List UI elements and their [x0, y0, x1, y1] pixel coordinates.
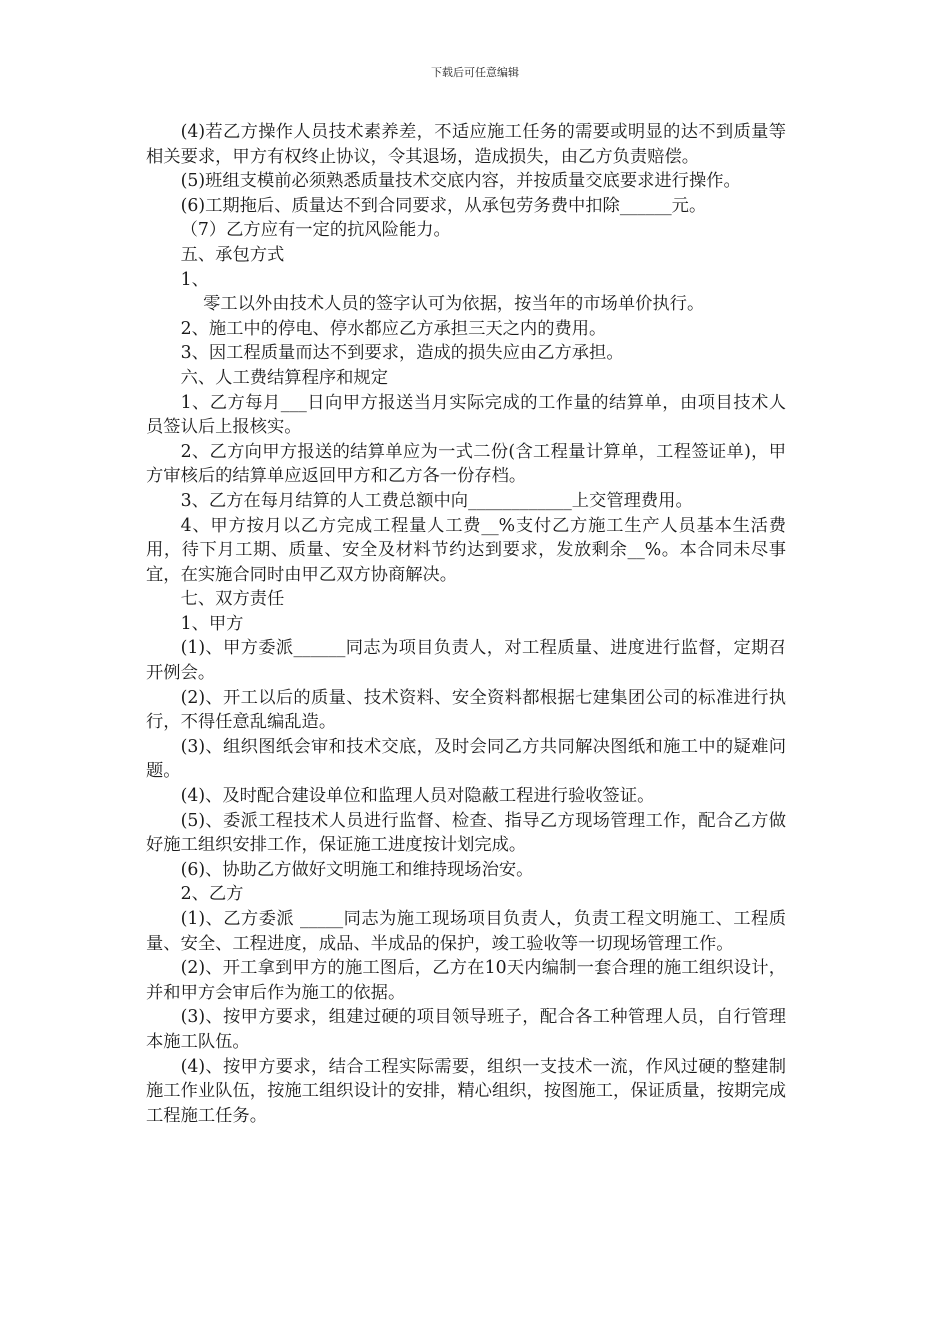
subsection-heading: 1、甲方 — [180, 613, 244, 634]
paragraph: (3)、按甲方要求，组建过硬的项目领导班子，配合各工种管理人员，自行管理本施工队伍。 — [146, 1007, 786, 1052]
paragraph: 3、乙方在每月结算的人工费总额中向____________上交管理费用。 — [180, 490, 693, 511]
paragraph: (5)、委派工程技术人员进行监督、检查、指导乙方现场管理工作，配合乙方做好施工组织安排工作，保证施工进度按计划完成。 — [146, 810, 786, 856]
section-heading: 六、人工费结算程序和规定 — [180, 367, 388, 388]
paragraph: (1)、甲方委派______同志为项目负责人，对工程质量、进度进行监督，定期召开例会。 — [146, 638, 786, 684]
paragraph: 1、乙方每月___日向甲方报送当月实际完成的工作量的结算单，由项目技术人员签认后上报核实。 — [146, 392, 786, 438]
paragraph: (2)、开工以后的质量、技术资料、安全资料都根据七建集团公司的标准进行执行，不得任意乱编乱造。 — [146, 687, 786, 733]
paragraph: 3、因工程质量而达不到要求，造成的损失应由乙方承担。 — [180, 343, 624, 364]
paragraph: (1)、乙方委派 _____同志为施工现场项目负责人，负责工程文明施工、工程质量、安全、工程进度，成品、半成品的保护，竣工验收等一切现场管理工作。 — [146, 909, 786, 954]
paragraph: (5)班组支模前必须熟悉质量技术交底内容，并按质量交底要求进行操作。 — [180, 171, 741, 192]
section-heading: 五、承包方式 — [180, 244, 285, 265]
section-heading: 七、双方责任 — [180, 589, 285, 610]
document-body — [146, 120, 786, 1128]
subsection-heading: 2、乙方 — [180, 884, 244, 905]
paragraph: (6)工期拖后、质量达不到合同要求，从承包劳务费中扣除______元。 — [180, 195, 707, 216]
paragraph: 1、 — [180, 269, 209, 290]
paragraph: 零工以外由技术人员的签字认可为依据，按当年的市场单价执行。 — [203, 294, 705, 315]
paragraph: (4)、及时配合建设单位和监理人员对隐蔽工程进行验收签证。 — [180, 786, 655, 807]
paragraph: 4、甲方按月以乙方完成工程量人工费__%支付乙方施工生产人员基本生活费用，待下月工期、质量、安全及材料节约达到要求，发放剩余__%。本合同未尽事宜，在实施合同时由甲乙双方协商解决。 — [146, 515, 786, 585]
paragraph: (2)、开工拿到甲方的施工图后，乙方在10天内编制一套合理的施工组织设计，并和甲方会审后作为施工的依据。 — [146, 958, 786, 1003]
paragraph: (4)、按甲方要求，结合工程实际需要，组织一支技术一流，作风过硬的整建制施工作业队伍，按施工组织设计的安排，精心组织，按图施工，保证质量，按期完成工程施工任务。 — [146, 1056, 786, 1126]
page-header: 下载后可任意编辑 — [431, 66, 519, 79]
paragraph: (4)若乙方操作人员技术素养差，不适应施工任务的需要或明显的达不到质量等相关要求，甲方有权终止协议，令其退场，造成损失，由乙方负责赔偿。 — [146, 122, 786, 167]
paragraph: 2、施工中的停电、停水都应乙方承担三天之内的费用。 — [180, 318, 607, 339]
paragraph: (3)、组织图纸会审和技术交底，及时会同乙方共同解决图纸和施工中的疑难问题。 — [146, 736, 786, 782]
paragraph: （7）乙方应有一定的抗风险能力。 — [180, 220, 451, 241]
paragraph: 2、乙方向甲方报送的结算单应为一式二份(含工程量计算单，工程签证单)，甲方审核后的结算单应返回甲方和乙方各一份存档。 — [146, 441, 786, 487]
paragraph: (6)、协助乙方做好文明施工和维持现场治安。 — [180, 859, 534, 880]
